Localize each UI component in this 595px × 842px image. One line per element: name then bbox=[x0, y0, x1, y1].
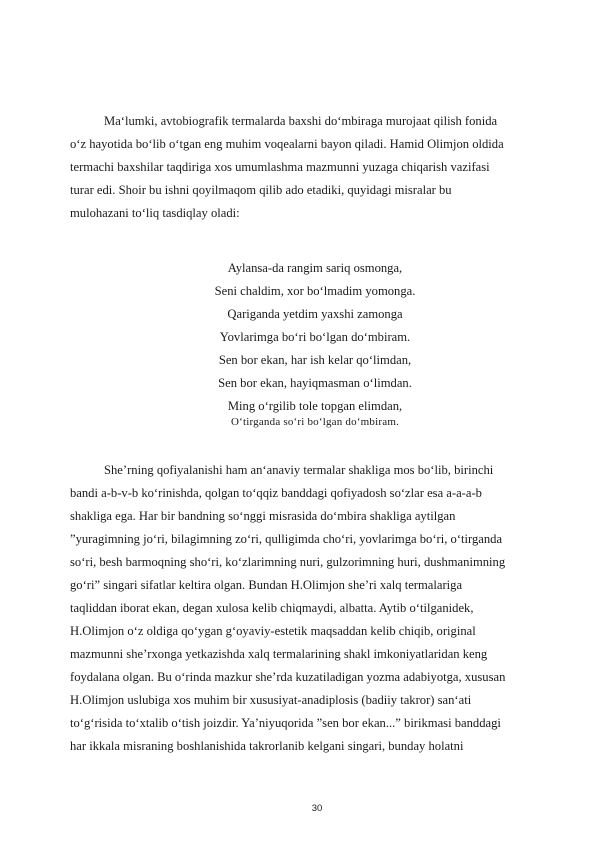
paragraph-2-line: bandi a-b-v-b koʻrinishda, qolgan toʻqqiz banddagi qofiyadosh soʻzlar esa a-a-a-b bbox=[70, 486, 482, 500]
poem-line: Aylansa-da rangim sariq osmonga, bbox=[227, 261, 403, 275]
paragraph-2-line: shakliga ega. Har bir bandning soʻnggi misrasida doʻmbira shakliga aytilgan bbox=[70, 509, 456, 523]
poem-line: Sen bor ekan, har ish kelar qoʻlimdan, bbox=[218, 353, 412, 367]
paragraph-2-line: goʻri” singari sifatlar keltira olgan. Bundan H.Olimjon she’ri xalq termalariga bbox=[70, 578, 463, 592]
paragraph-2-line: mazmunni she’rxonga yetkazishda xalq termalarining shakl imkoniyatlaridan keng bbox=[70, 647, 488, 661]
poem-line: Oʻtirganda soʻri boʻlgan doʻmbiram. bbox=[230, 416, 400, 428]
paragraph-2-line: har ikkala misraning boshlanishida takrorlanib kelgani singari, bunday holatni bbox=[70, 739, 464, 753]
paragraph-2-line: toʻgʻrisida toʻxtalib oʻtish joizdir. Ya’niyuqorida ”sen bor ekan...” birikmasi banddagi bbox=[70, 716, 501, 730]
paragraph-2-line: ”yuragimning joʻri, bilagimning zoʻri, qulligimda choʻri, yovlarimga boʻri, oʻtirganda bbox=[70, 532, 503, 546]
paragraph-1-line: turar edi. Shoir bu ishni qoyilmaqom qilib ado etadiki, quyidagi misralar bu bbox=[70, 183, 452, 197]
poem-line: Ming oʻrgilib tole topgan elimdan, bbox=[227, 399, 403, 413]
page-number: 30 bbox=[311, 803, 323, 814]
paragraph-2-line: soʻri, besh barmoqning shoʻri, koʻzlarimning nuri, gulzorimning huri, dushmanimning bbox=[70, 555, 506, 569]
paragraph-1-line: termachi baxshilar taqdiriga xos umumlashma mazmunni yuzaga chiqarish vazifasi bbox=[70, 160, 490, 174]
paragraph-2-line: foydalana olgan. Bu oʻrinda mazkur she’rda kuzatiladigan yozma adabiyotga, xususan bbox=[70, 670, 506, 684]
poem-line: Sen bor ekan, hayiqmasman oʻlimdan. bbox=[218, 376, 412, 390]
paragraph-1-line: mulohazani toʻliq tasdiqlay oladi: bbox=[70, 206, 240, 220]
poem-line: Qariganda yetdim yaxshi zamonga bbox=[227, 307, 403, 321]
poem-line: Yovlarimga boʻri boʻlgan doʻmbiram. bbox=[219, 330, 411, 344]
paragraph-2-line: taqliddan iborat ekan, degan xulosa kelib chiqmaydi, albatta. Aytib oʻtilganidek, bbox=[70, 601, 474, 615]
paragraph-2-line: H.Olimjon uslubiga xos muhim bir xususiyat-anadiplosis (badiiy takror) sanʻati bbox=[70, 693, 472, 707]
paragraph-1-line: Maʻlumki, avtobiografik termalarda baxshi doʻmbiraga murojaat qilish fonida bbox=[104, 114, 498, 128]
paragraph-2-line: H.Olimjon oʻz oldiga qoʻygan gʻoyaviy-estetik maqsaddan kelib chiqib, original bbox=[70, 624, 476, 638]
poem-line: Seni chaldim, xor boʻlmadim yomonga. bbox=[214, 284, 416, 298]
paragraph-2-line: She’rning qofiyalanishi ham anʻanaviy termalar shakliga mos boʻlib, birinchi bbox=[104, 463, 494, 477]
paragraph-1-line: oʻz hayotida boʻlib oʻtgan eng muhim voqealarni bayon qiladi. Hamid Olimjon oldida bbox=[70, 137, 504, 151]
